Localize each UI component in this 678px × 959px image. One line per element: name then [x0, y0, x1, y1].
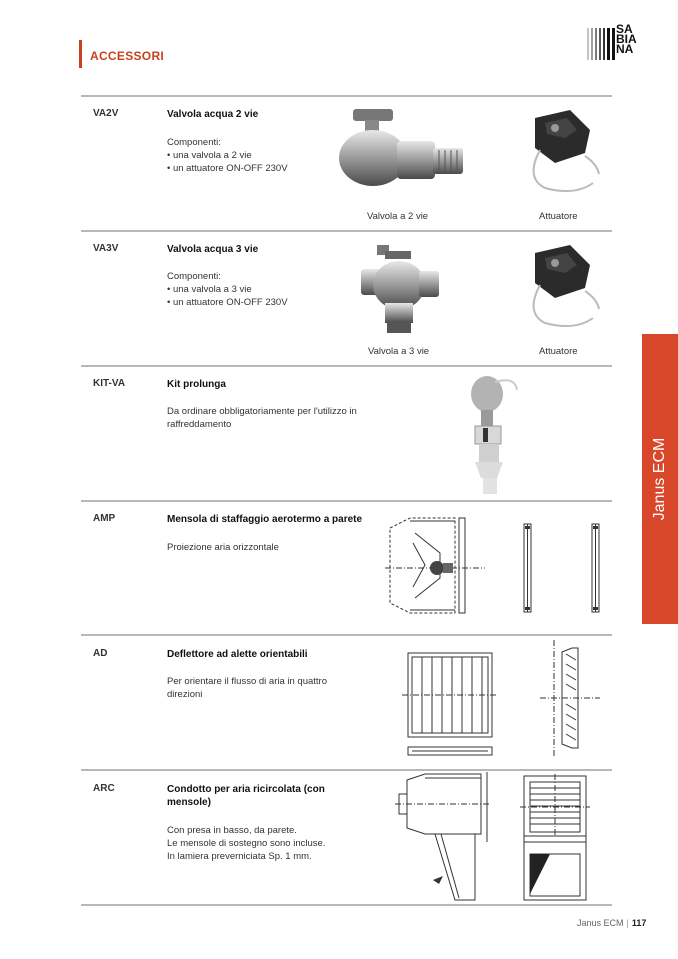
- divider: [81, 904, 612, 906]
- item-description: Per orientare il flusso di aria in quattro direzioni: [167, 676, 327, 700]
- brand-logo-text: SA BIA NA: [616, 22, 637, 56]
- recirculation-duct-side-drawing: [395, 772, 490, 902]
- divider: [81, 769, 612, 771]
- item-code: AMP: [93, 513, 116, 524]
- item-code: VA2V: [93, 108, 119, 119]
- item-description: Proiezione aria orizzontale: [167, 542, 279, 553]
- divider: [81, 365, 612, 367]
- deflector-front-drawing: [402, 651, 497, 763]
- section-title: ACCESSORI: [90, 49, 165, 63]
- item-title: Valvola acqua 3 vie: [167, 244, 259, 255]
- image-caption: Valvola a 3 vie: [368, 346, 430, 357]
- extension-kit-image: [465, 372, 525, 498]
- item-title: Kit prolunga: [167, 379, 226, 390]
- page-number: 117: [631, 918, 647, 928]
- item-description: Componenti: • una valvola a 2 vie • un attuatore ON-OFF 230V: [167, 137, 288, 174]
- item-description: Con presa in basso, da parete. Le mensole di sostegno sono incluse. In lamiera preverniciata Sp. 1 mm.: [167, 825, 326, 862]
- image-caption: Attuatore: [539, 211, 578, 222]
- item-code: KIT-VA: [93, 378, 126, 389]
- header-accent-bar: [79, 40, 82, 68]
- bracket-profile-drawing: [520, 522, 610, 614]
- image-caption: Attuatore: [539, 346, 578, 357]
- recirculation-duct-front-drawing: [520, 774, 590, 902]
- side-tab-label: Janus ECM: [651, 437, 668, 521]
- page-footer: [577, 918, 646, 928]
- actuator-image: [515, 243, 605, 335]
- wall-bracket-drawing: [385, 513, 485, 618]
- actuator-image: [515, 108, 605, 200]
- divider: [81, 500, 612, 502]
- item-title: Mensola di staffaggio aerotermo a parete: [167, 514, 363, 525]
- valve-3-way-image: [355, 243, 445, 338]
- divider: [81, 230, 612, 232]
- valve-2-way-image: [335, 106, 470, 201]
- item-code: ARC: [93, 783, 115, 794]
- item-title: Condotto per aria ricircolata (con mensole): [167, 784, 325, 808]
- item-code: AD: [93, 648, 108, 659]
- side-tab: [642, 334, 678, 624]
- item-description: Da ordinare obbligatoriamente per l'utilizzo in raffreddamento: [167, 406, 357, 430]
- divider: [81, 95, 612, 97]
- item-title: Deflettore ad alette orientabili: [167, 649, 308, 660]
- deflector-side-drawing: [540, 640, 600, 758]
- item-title: Valvola acqua 2 vie: [167, 109, 259, 120]
- divider: [81, 634, 612, 636]
- footer-separator: |: [626, 918, 629, 928]
- image-caption: Valvola a 2 vie: [367, 211, 429, 222]
- item-description: Componenti: • una valvola a 3 vie • un attuatore ON-OFF 230V: [167, 271, 288, 308]
- footer-product: Janus ECM: [577, 918, 624, 928]
- item-code: VA3V: [93, 243, 119, 254]
